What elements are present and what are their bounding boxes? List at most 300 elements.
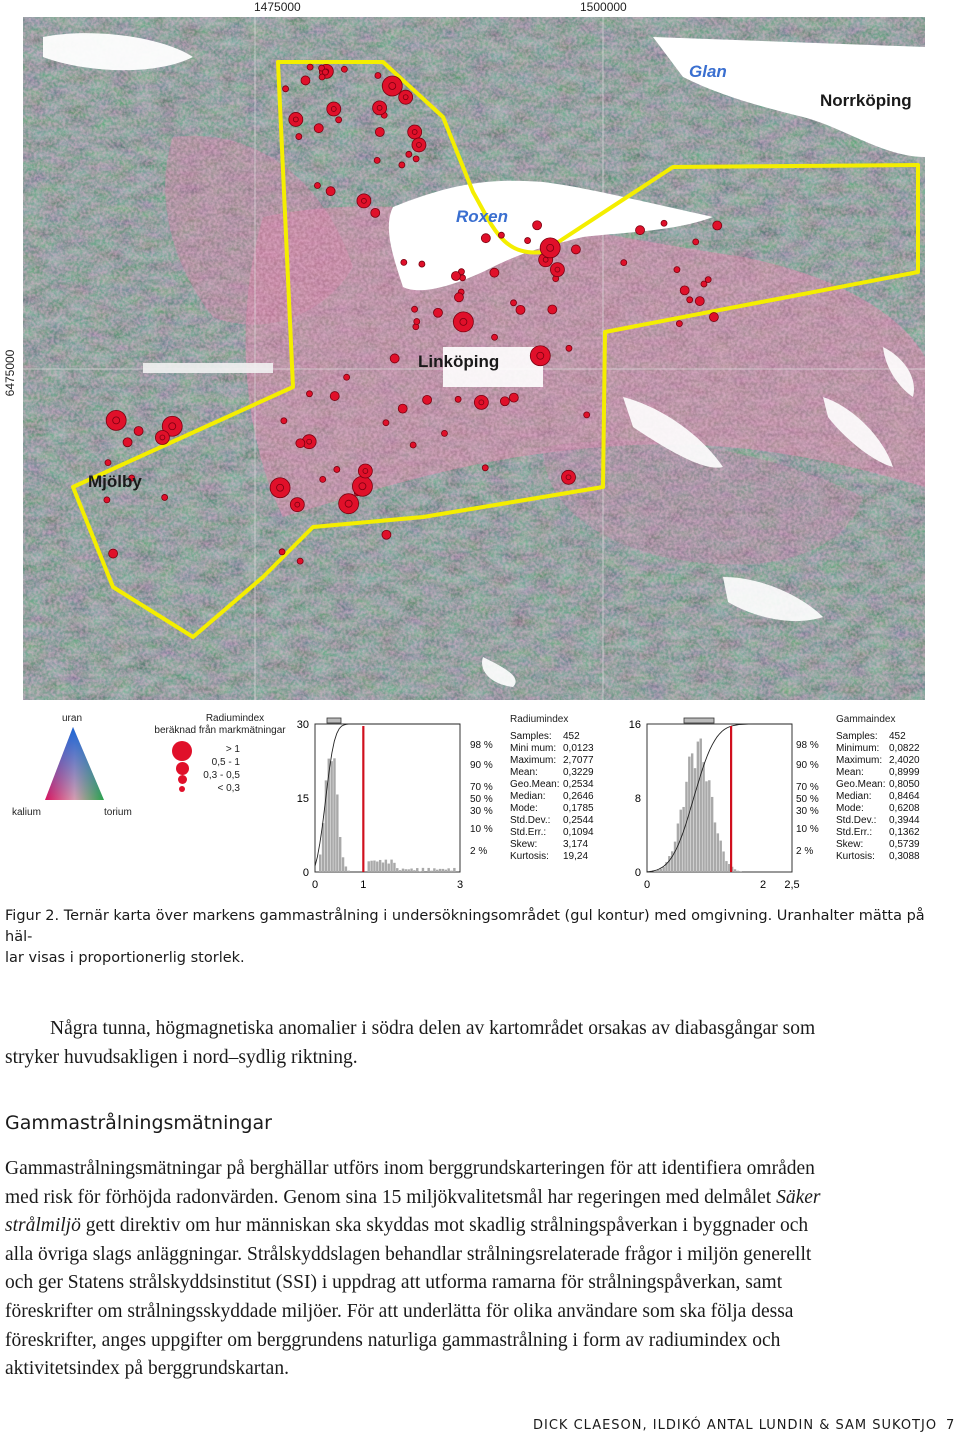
caption-text: Ternär karta över markens gammastrålning i undersökningsområdet (gul kontur) med omgivning. Uranhalter mätta på häl- xyxy=(5,908,925,945)
histogram-bar xyxy=(447,868,449,872)
uranium-point xyxy=(492,334,498,340)
stat-label: Geo.Mean: xyxy=(510,779,560,790)
stat-value: 452 xyxy=(889,731,906,742)
histogram-bar xyxy=(370,861,372,872)
uranium-point xyxy=(562,470,576,484)
uranium-point xyxy=(548,305,557,314)
stat-value: 0,1094 xyxy=(563,827,594,838)
uranium-point xyxy=(344,374,350,380)
x-tick-label: 2 xyxy=(759,879,767,891)
uranium-point xyxy=(270,478,290,498)
histogram-bar xyxy=(416,868,418,872)
symbol-large xyxy=(172,741,192,761)
histogram-bar xyxy=(737,871,739,872)
uranium-point xyxy=(105,460,111,466)
histogram-bar xyxy=(739,871,741,872)
stat-label: Kurtosis: xyxy=(836,851,875,862)
uranium-point xyxy=(636,226,645,235)
uranium-point xyxy=(307,64,313,70)
histogram-bar xyxy=(390,860,392,872)
y-tick-label: 15 xyxy=(296,793,309,805)
histogram-bar xyxy=(376,862,378,872)
histogram-bar xyxy=(410,869,412,872)
uranium-point xyxy=(511,300,517,306)
y-tick-label: 8 xyxy=(634,793,641,805)
stat-row xyxy=(510,791,594,803)
uranium-point xyxy=(441,430,447,436)
stat-label: Mini mum: xyxy=(510,743,557,754)
histogram-bar xyxy=(368,861,370,872)
stat-label: Samples: xyxy=(510,731,552,742)
gammaindex-stats xyxy=(836,714,920,863)
histogram-bar xyxy=(717,833,719,872)
section-heading: Gammastrålningsmätningar xyxy=(5,1112,272,1134)
uranium-point xyxy=(320,476,326,482)
histogram-bar xyxy=(442,869,444,872)
stat-label: Kurtosis: xyxy=(510,851,549,862)
uranium-point xyxy=(373,101,387,115)
stat-label: Mean: xyxy=(510,767,538,778)
stat-label: Samples: xyxy=(836,731,878,742)
uranium-point xyxy=(306,391,312,397)
uranium-point xyxy=(336,117,342,123)
percentile-label: 50 % xyxy=(796,794,819,805)
uranium-point xyxy=(455,396,461,402)
histogram-bar xyxy=(379,860,381,872)
uranium-point xyxy=(584,412,590,418)
uranium-point xyxy=(341,66,347,72)
stat-value: 0,3229 xyxy=(563,767,594,778)
uranium-point xyxy=(453,312,473,332)
uranium-point xyxy=(383,420,389,426)
uranium-point xyxy=(279,549,285,555)
stat-value: 0,1785 xyxy=(563,803,594,814)
stat-value: 0,0123 xyxy=(563,743,594,754)
histogram-bar xyxy=(674,842,676,872)
uranium-point xyxy=(412,138,426,152)
coord-y1: 6475000 xyxy=(3,349,17,397)
uranium-point xyxy=(352,476,372,496)
uranium-point xyxy=(410,442,416,448)
histogram-bar xyxy=(660,869,662,872)
stat-value: 0,0822 xyxy=(889,743,920,754)
uranium-point xyxy=(490,268,499,277)
histogram-bar xyxy=(725,861,727,872)
stat-label: Mode: xyxy=(510,803,538,814)
coord-x1: 1475000 xyxy=(254,0,301,14)
figure-caption xyxy=(5,906,955,969)
stat-label: Mode: xyxy=(836,803,864,814)
class-4: < 0,3 xyxy=(217,783,240,794)
y-tick-label: 0 xyxy=(634,867,641,879)
stat-row xyxy=(836,755,920,767)
percentile-label: 70 % xyxy=(796,782,819,793)
stat-label: Std.Dev.: xyxy=(836,815,877,826)
histogram-bar xyxy=(722,851,724,872)
percentile-label: 98 % xyxy=(796,740,819,751)
percentile-label: 2 % xyxy=(470,846,488,857)
gammaindex-title: Gammaindex xyxy=(836,714,896,725)
stat-label: Maximum: xyxy=(836,755,883,766)
percentile-label: 90 % xyxy=(796,760,819,771)
y-tick-label: 30 xyxy=(296,719,309,731)
uranium-point xyxy=(296,134,302,140)
uranium-point xyxy=(423,395,432,404)
label-norrkoping: Norrköping xyxy=(820,91,912,110)
uranium-point xyxy=(621,260,627,266)
symbol-tiny xyxy=(179,786,185,792)
stat-row xyxy=(510,731,594,743)
stat-row xyxy=(836,851,920,863)
stat-row xyxy=(510,779,594,791)
histogram-bar xyxy=(433,868,435,872)
uranium-point xyxy=(481,234,490,243)
uranium-point xyxy=(106,410,126,430)
histogram-bar xyxy=(405,869,407,872)
class-3: 0,3 - 0,5 xyxy=(203,770,240,781)
histogram-bar xyxy=(694,768,696,872)
uranium-point xyxy=(516,305,525,314)
uranium-point xyxy=(687,297,693,303)
histogram-bar xyxy=(439,869,441,872)
uranium-point xyxy=(661,220,667,226)
stat-value: 0,2534 xyxy=(563,779,594,790)
footer-authors: DICK CLAESON, ILDIKÓ ANTAL LUNDIN & SAM SUKOTJO xyxy=(533,1418,938,1433)
uranium-point xyxy=(540,238,560,258)
x-tick-label: 0 xyxy=(311,879,319,891)
uranium-point xyxy=(414,319,420,325)
stat-value: 3,174 xyxy=(563,839,589,850)
uranium-point xyxy=(451,272,460,281)
histogram-bar xyxy=(697,742,699,872)
p2-italic-2: strålmiljö xyxy=(5,1215,81,1237)
stat-row xyxy=(836,791,920,803)
uranium-point xyxy=(433,308,442,317)
stat-row xyxy=(836,815,920,827)
boxplot xyxy=(327,718,341,723)
p2-line-6: föreskrifter om strålningsskyddade miljöer. För att underlätta för olika användare som ska följa dessa xyxy=(5,1300,794,1322)
uranium-point xyxy=(474,395,488,409)
uranium-point xyxy=(674,267,680,273)
p2-line-8: aktivitetsindex på berggrundskartan. xyxy=(5,1358,289,1380)
percentile-label: 10 % xyxy=(796,824,819,835)
percentile-label: 50 % xyxy=(470,794,493,805)
stat-row xyxy=(510,743,594,755)
uranium-point xyxy=(498,232,504,238)
p2-italic-1: Säker xyxy=(776,1186,821,1208)
uranium-point xyxy=(375,127,384,136)
y-tick-label: 0 xyxy=(302,867,309,879)
uranium-point xyxy=(314,182,320,188)
y-tick-label: 16 xyxy=(628,719,641,731)
stat-value: 2,4020 xyxy=(889,755,920,766)
stat-label: Std.Err.: xyxy=(510,827,547,838)
uranium-point xyxy=(566,345,572,351)
uranium-point xyxy=(289,112,303,126)
histogram-bar xyxy=(705,781,707,872)
uranium-point xyxy=(162,494,168,500)
histogram-bar xyxy=(685,782,687,872)
histogram-bar xyxy=(385,860,387,872)
stat-row xyxy=(510,851,594,863)
uranium-point xyxy=(371,208,380,217)
stat-value: 2,7077 xyxy=(563,755,594,766)
stat-row xyxy=(836,731,920,743)
stat-value: 0,6208 xyxy=(889,803,920,814)
uranium-point xyxy=(398,404,407,413)
stat-row xyxy=(510,767,594,779)
percentile-label: 30 % xyxy=(470,806,493,817)
histogram-bar xyxy=(319,855,321,872)
histogram-bar xyxy=(348,871,350,872)
stat-row xyxy=(510,815,594,827)
uranium-point xyxy=(334,466,340,472)
histogram-bar xyxy=(399,870,401,872)
uranium-point xyxy=(571,245,580,254)
p2-line-5: och ger Statens strålskyddsinstitut (SSI) i uppdrag att utforma ramarna för strålningspåverkan, samt xyxy=(5,1272,783,1294)
stat-label: Geo.Mean: xyxy=(836,779,886,790)
uranium-point xyxy=(134,427,143,436)
histogram-bar xyxy=(734,869,736,872)
uranium-point xyxy=(375,73,381,79)
uranium-point xyxy=(530,346,550,366)
histogram-bar xyxy=(711,797,713,872)
histogram-bar xyxy=(396,868,398,872)
histogram-bar xyxy=(445,870,447,872)
p2-line-4: alla övriga slags anläggningar. Strålskyddslagen behandlar strålningsrelaterade frågor i miljön generellt xyxy=(5,1243,812,1265)
uranium-point xyxy=(412,306,418,312)
paragraph-1-line-2: stryker huvudsakligen i nord–sydlig riktning. xyxy=(5,1046,358,1068)
percentile-label: 30 % xyxy=(796,806,819,817)
stat-label: Std.Dev.: xyxy=(510,815,551,826)
histogram-bar xyxy=(333,758,335,872)
stat-row xyxy=(836,743,920,755)
histogram-bar xyxy=(382,863,384,872)
histogram-bar xyxy=(422,868,424,872)
paragraph-2 xyxy=(5,1155,960,1384)
uranium-point xyxy=(509,393,518,402)
stat-value: 19,24 xyxy=(563,851,589,862)
caption-text-2: lar visas i proportionerlig storlek. xyxy=(5,950,245,966)
stat-label: Skew: xyxy=(836,839,864,850)
uranium-point xyxy=(339,494,359,514)
class-1: > 1 xyxy=(225,744,240,755)
class-2: 0,5 - 1 xyxy=(211,757,240,768)
stat-row xyxy=(836,779,920,791)
histogram-bar xyxy=(708,780,710,872)
stat-value: 0,2544 xyxy=(563,815,594,826)
percentile-label: 70 % xyxy=(470,782,493,793)
radiumindex-title: Radiumindex xyxy=(510,714,569,725)
stat-row xyxy=(836,839,920,851)
boxplot xyxy=(684,718,714,723)
x-tick-label: 1 xyxy=(360,879,367,891)
histogram-bar xyxy=(413,870,415,872)
p2-line-2: med risk för förhöjda radonvärden. Genom sina 15 miljökvalitetsmål har regeringen med delmålet xyxy=(5,1186,777,1208)
stat-row xyxy=(510,803,594,815)
stat-row xyxy=(836,767,920,779)
radiumindex-chart xyxy=(290,712,620,892)
symbol-small xyxy=(178,775,187,784)
gammaindex-histogram xyxy=(622,712,822,892)
histogram-bar xyxy=(720,841,722,872)
histogram-bar xyxy=(339,837,341,872)
uranium-point xyxy=(319,74,325,80)
p2-line-7: föreskrifter, anges uppgifter om berggrundens naturliga gammastrålning i form av radiumindex och xyxy=(5,1329,781,1351)
percentile-label: 98 % xyxy=(470,740,493,751)
ternary-left-label: kalium xyxy=(12,807,41,818)
uranium-point xyxy=(301,76,310,85)
radiumindex-histogram xyxy=(290,712,490,892)
uranium-point xyxy=(390,354,399,363)
histogram-bar xyxy=(682,807,684,872)
histogram-bar xyxy=(419,871,421,872)
uranium-point xyxy=(296,439,305,448)
stat-value: 452 xyxy=(563,731,580,742)
uranium-point xyxy=(550,263,564,277)
histogram-bar xyxy=(691,753,693,872)
stat-row xyxy=(836,803,920,815)
histogram-bar xyxy=(388,864,390,872)
uranium-point xyxy=(693,239,699,245)
stat-label: Minimum: xyxy=(836,743,880,754)
radiumindex-stats xyxy=(510,714,594,863)
stat-value: 0,8464 xyxy=(889,791,920,802)
uranium-point xyxy=(419,261,425,267)
ternary-legend xyxy=(0,705,160,825)
ternary-map xyxy=(23,17,925,700)
histogram-bar xyxy=(402,869,404,872)
x-tick-label: 2,5 xyxy=(784,879,800,891)
stat-label: Mean: xyxy=(836,767,864,778)
ternary-top-label: uran xyxy=(62,713,83,724)
stat-row xyxy=(510,839,594,851)
gammaindex-chart xyxy=(622,712,952,892)
histogram-bar xyxy=(668,856,670,872)
uranium-point xyxy=(399,162,405,168)
uranium-point xyxy=(454,293,463,302)
stat-value: 0,8050 xyxy=(889,779,920,790)
uranium-point xyxy=(330,392,339,401)
uranium-point xyxy=(676,321,682,327)
uranium-point xyxy=(533,221,542,230)
stat-label: Median: xyxy=(836,791,872,802)
uranium-point xyxy=(104,497,110,503)
uranium-point xyxy=(290,498,304,512)
histogram-bar xyxy=(714,822,716,872)
uranium-point xyxy=(680,286,689,295)
percentile-label: 90 % xyxy=(470,760,493,771)
caption-label: Figur 2. xyxy=(5,908,60,924)
histogram-bar xyxy=(330,761,332,872)
uranium-point xyxy=(109,549,118,558)
stat-label: Maximum: xyxy=(510,755,557,766)
uranium-point xyxy=(382,530,391,539)
stat-value: 0,3944 xyxy=(889,815,920,826)
stat-label: Median: xyxy=(510,791,546,802)
stat-label: Std.Err.: xyxy=(836,827,873,838)
stat-label: Skew: xyxy=(510,839,538,850)
uranium-point xyxy=(283,86,289,92)
radium-legend-subtitle: beräknad från markmätningar xyxy=(154,725,286,736)
paragraph-1-line-1: Några tunna, högmagnetiska anomalier i södra delen av kartområdet orsakas av diabasgångar som xyxy=(50,1018,816,1039)
histogram-bar xyxy=(345,866,347,872)
uranium-point xyxy=(406,151,412,157)
x-tick-label: 3 xyxy=(456,879,464,891)
p2-line-3: gett direktiv om hur människan ska skyddas mot skadlig strålningspåverkan i byggnader och xyxy=(80,1215,809,1237)
histogram-bar xyxy=(336,794,338,872)
radium-legend xyxy=(145,713,295,803)
paragraph-1 xyxy=(5,1015,955,1072)
histogram-bar xyxy=(430,871,432,872)
label-linkoping: Linköping xyxy=(418,352,500,371)
label-roxen: Roxen xyxy=(456,207,508,226)
histogram-bar xyxy=(373,861,375,872)
uranium-point xyxy=(482,465,488,471)
uranium-point xyxy=(500,397,509,406)
uranium-point xyxy=(357,194,371,208)
label-mjolby: Mjölby xyxy=(88,472,142,491)
uranium-point xyxy=(326,187,335,196)
uranium-point xyxy=(408,125,422,139)
histogram-bar xyxy=(453,868,455,872)
uranium-point xyxy=(705,277,711,283)
uranium-point xyxy=(413,156,419,162)
uranium-point xyxy=(401,259,407,265)
uranium-point xyxy=(327,102,341,116)
stat-row xyxy=(836,827,920,839)
percentile-label: 2 % xyxy=(796,846,814,857)
uranium-point xyxy=(374,157,380,163)
p2-line-1: Gammastrålningsmätningar på berghällar utförs inom berggrundskarteringen för att identifiera områden xyxy=(5,1158,815,1179)
stat-value: 0,3088 xyxy=(889,851,920,862)
uranium-point xyxy=(399,90,413,104)
symbol-medium xyxy=(176,762,189,775)
stat-value: 0,1362 xyxy=(889,827,920,838)
uranium-point xyxy=(314,124,323,133)
stat-value: 0,8999 xyxy=(889,767,920,778)
histogram-bar xyxy=(700,739,702,872)
ternary-right-label: torium xyxy=(104,807,132,818)
histogram-bar xyxy=(393,863,395,872)
histogram-bar xyxy=(342,857,344,872)
stat-value: 0,5739 xyxy=(889,839,920,850)
percentile-label: 10 % xyxy=(470,824,493,835)
radium-legend-title: Radiumindex xyxy=(205,713,265,724)
uranium-point xyxy=(382,76,402,96)
stat-row xyxy=(510,755,594,767)
page-number: 7 xyxy=(946,1418,956,1433)
histogram-bar xyxy=(436,870,438,872)
stat-row xyxy=(510,827,594,839)
stat-value: 0,2646 xyxy=(563,791,594,802)
histogram-bar xyxy=(662,867,664,872)
x-tick-label: 0 xyxy=(643,879,651,891)
uranium-point xyxy=(709,313,718,322)
histogram-bar xyxy=(322,823,324,872)
uranium-point xyxy=(123,438,132,447)
uranium-point xyxy=(358,464,372,478)
histogram-bar xyxy=(427,868,429,872)
histogram-bar xyxy=(702,762,704,872)
histogram-bar xyxy=(450,871,452,872)
uranium-point xyxy=(695,297,704,306)
label-glan: Glan xyxy=(689,62,727,81)
histogram-bar xyxy=(407,869,409,872)
uranium-point xyxy=(155,430,169,444)
coord-x2: 1500000 xyxy=(580,0,627,14)
uranium-point xyxy=(525,238,531,244)
